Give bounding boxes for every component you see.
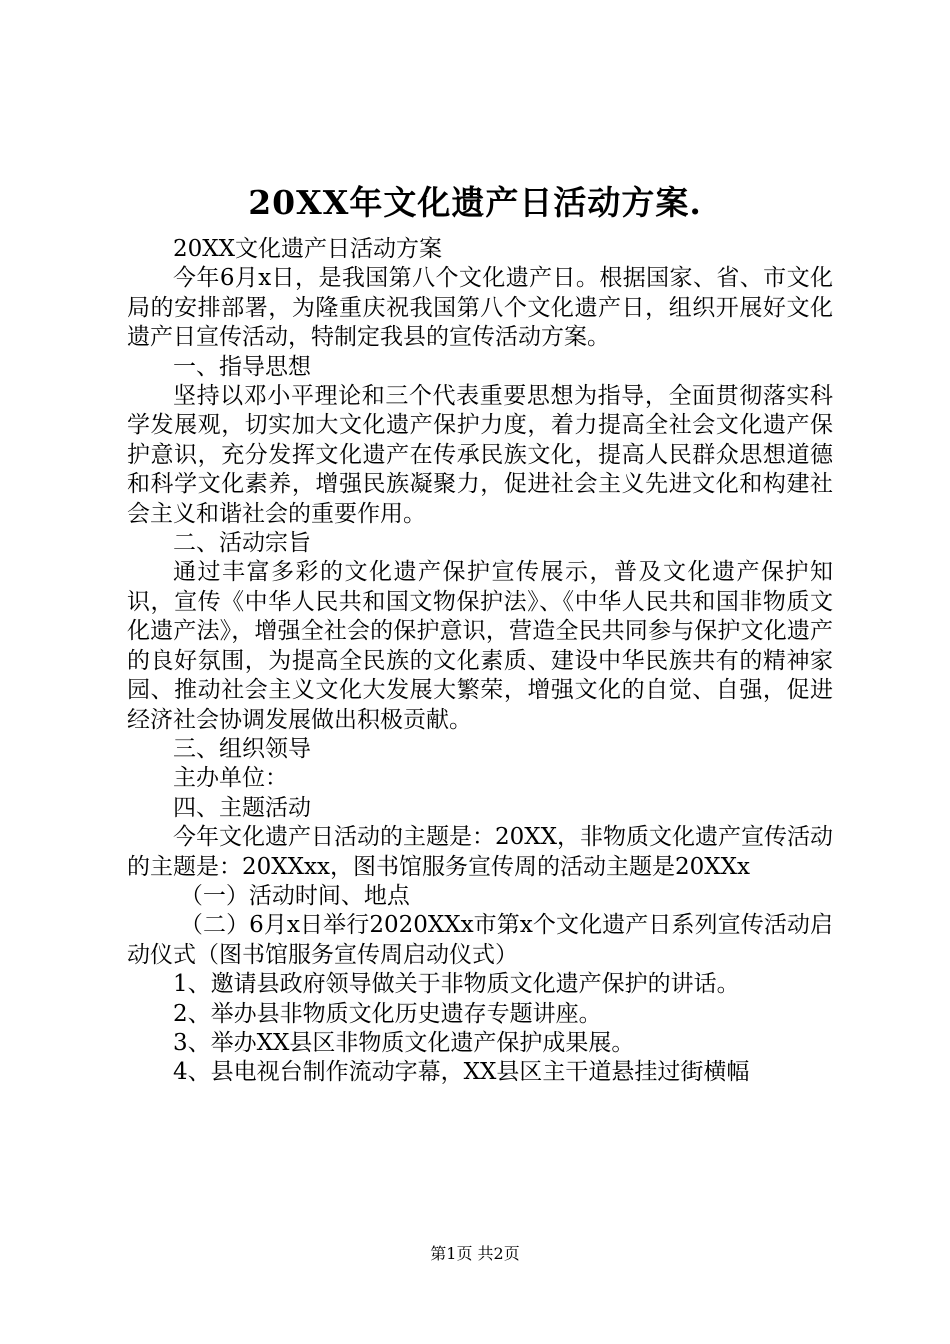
section-heading: 二、活动宗旨 [173,530,311,557]
paragraph: 主办单位： [173,765,288,792]
section-heading: 三、组织领导 [173,735,311,762]
paragraph: 今年文化遗产日活动的主题是：20XX，非物质文化遗产宣传活动的主题是：20XXxx，图书馆服务宣传周的活动主题是20XXx [127,824,834,880]
paragraph: （二）6月x日举行2020XXx市第x个文化遗产日系列宣传活动启动仪式（图书馆服务宣传周启动仪式） [127,912,833,968]
list-item: 2、举办县非物质文化历史遗存专题讲座。 [173,1000,602,1027]
document-body [127,235,833,1088]
list-item: 3、举办XX县区非物质文化遗产保护成果展。 [173,1029,635,1056]
paragraph: 今年6月x日，是我国第八个文化遗产日。根据国家、省、市文化局的安排部署，为隆重庆祝我国第八个文化遗产日，组织开展好文化遗产日宣传活动，特制定我县的宣传活动方案。 [127,265,833,351]
section-heading: 一、指导思想 [173,353,311,380]
section-heading: 四、主题活动 [173,794,311,821]
sub-heading: （一）活动时间、地点 [179,882,410,909]
list-item: 1、邀请县政府领导做关于非物质文化遗产保护的讲话。 [173,971,740,998]
document-title: 20XX年文化遗产日活动方案. [248,183,702,222]
paragraph: 坚持以邓小平理论和三个代表重要思想为指导，全面贯彻落实科学发展观，切实加大文化遗产保护力度，着力提高全社会文化遗产保护意识，充分发挥文化遗产在传承民族文化，提高人民群众思想道德和科学文化素养，增强民族凝聚力，促进社会主义先进文化和构建社会主义和谐社会的重要作用。 [127,383,833,527]
paragraph: 20XX文化遗产日活动方案 [173,236,443,262]
list-item: 4、县电视台制作流动字幕，XX县区主干道悬挂过街横幅 [173,1059,750,1086]
paragraph: 通过丰富多彩的文化遗产保护宣传展示，普及文化遗产保护知识，宣传《中华人民共和国文物保护法》、《中华人民共和国非物质文化遗产法》，增强全社会的保护意识，营造全民共同参与保护文化遗产的良好氛围，为提高全民族的文化素质、建设中华民族共有的精神家园、推动社会主义文化大发展大繁荣，增强文化的自觉、自强，促进经济社会协调发展做出积极贡献。 [127,559,833,733]
page-number: 第1页 共2页 [430,1244,520,1263]
